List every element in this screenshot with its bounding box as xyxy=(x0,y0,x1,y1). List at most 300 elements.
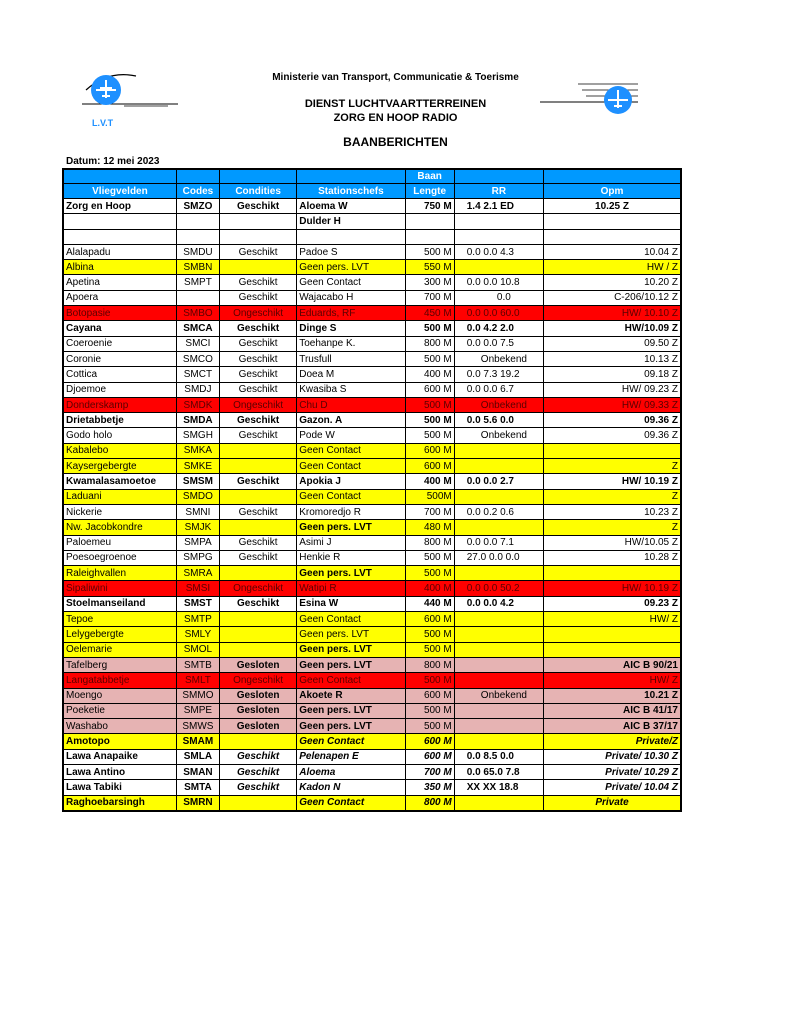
station-chief: Chu D xyxy=(297,397,405,412)
rainfall: 0.0 0.0 6.7 xyxy=(454,382,543,397)
airfield-name: Drietabbetje xyxy=(63,413,176,428)
runway-length: 550 M xyxy=(405,260,454,275)
rainfall: 0.0 5.6 0.0 xyxy=(454,413,543,428)
airfield-code: SMNI xyxy=(176,504,219,519)
remarks: HW/ 10.19 Z xyxy=(544,474,681,489)
airfield-name: Cottica xyxy=(63,367,176,382)
rainfall: 0.0 0.0 7.1 xyxy=(454,535,543,550)
condition: Geschikt xyxy=(219,321,296,336)
rainfall: 1.4 2.1 ED xyxy=(454,199,543,214)
rainfall: Onbekend xyxy=(454,428,543,443)
airfield-name: Raleighvallen xyxy=(63,566,176,581)
station-chief: Asimi J xyxy=(297,535,405,550)
rainfall: 0.0 0.0 4.3 xyxy=(454,244,543,259)
rainfall xyxy=(454,214,543,229)
runway-length: 800 M xyxy=(405,795,454,811)
table-row xyxy=(63,535,681,550)
rainfall: 27.0 0.0 0.0 xyxy=(454,550,543,565)
airfield-code: SMTP xyxy=(176,612,219,627)
condition: Geschikt xyxy=(219,764,296,779)
airfield-name xyxy=(63,214,176,229)
airfield-code: SMCO xyxy=(176,351,219,366)
station-chief: Aloema xyxy=(297,764,405,779)
rainfall xyxy=(454,443,543,458)
airfield-name: Apetina xyxy=(63,275,176,290)
airfield-name: Raghoebarsingh xyxy=(63,795,176,811)
header-lengte: Lengte xyxy=(405,184,454,199)
runway-length: 500 M xyxy=(405,566,454,581)
station-chief: Geen pers. LVT xyxy=(297,642,405,657)
airfield-code: SMLT xyxy=(176,673,219,688)
runway-length: 450 M xyxy=(405,306,454,321)
header-codes: Codes xyxy=(176,184,219,199)
station-chief: Geen pers. LVT xyxy=(297,520,405,535)
table-row xyxy=(63,367,681,382)
rainfall xyxy=(454,520,543,535)
condition xyxy=(219,489,296,504)
airfield-code: SMZO xyxy=(176,199,219,214)
remarks xyxy=(544,443,681,458)
remarks: HW / Z xyxy=(544,260,681,275)
table-row xyxy=(63,596,681,611)
station-chief: Henkie R xyxy=(297,550,405,565)
airfield-code: SMPT xyxy=(176,275,219,290)
airfield-name: Kaysergebergte xyxy=(63,459,176,474)
table-row xyxy=(63,382,681,397)
airfield-name: Cayana xyxy=(63,321,176,336)
station-chief: Geen pers. LVT xyxy=(297,703,405,718)
rainfall: 0.0 0.0 50.2 xyxy=(454,581,543,596)
airfield-code: SMST xyxy=(176,596,219,611)
airfield-code: SMJK xyxy=(176,520,219,535)
runway-length: 800 M xyxy=(405,336,454,351)
station-chief: Geen Contact xyxy=(297,459,405,474)
condition xyxy=(219,627,296,642)
rainfall: 0.0 65.0 7.8 xyxy=(454,764,543,779)
airfield-name: Sipaliwini xyxy=(63,581,176,596)
table-row xyxy=(63,244,681,259)
airfield-code: SMSI xyxy=(176,581,219,596)
rainfall xyxy=(454,229,543,244)
airfield-name: Moengo xyxy=(63,688,176,703)
rainfall xyxy=(454,673,543,688)
table-row xyxy=(63,764,681,779)
remarks: HW/ 09.33 Z xyxy=(544,397,681,412)
airfield-code: SMKA xyxy=(176,443,219,458)
station-chief: Trusfull xyxy=(297,351,405,366)
airfield-code: SMDO xyxy=(176,489,219,504)
rainfall: 0.0 xyxy=(454,290,543,305)
rainfall: 0.0 8.5 0.0 xyxy=(454,749,543,764)
condition: Gesloten xyxy=(219,703,296,718)
runway-length: 700 M xyxy=(405,764,454,779)
report-date: Datum: 12 mei 2023 xyxy=(66,156,160,167)
airfield-name: Tepoe xyxy=(63,612,176,627)
rainfall xyxy=(454,566,543,581)
condition xyxy=(219,520,296,535)
condition xyxy=(219,443,296,458)
runway-report-table xyxy=(62,168,682,812)
runway-length: 600 M xyxy=(405,443,454,458)
condition: Ongeschikt xyxy=(219,306,296,321)
remarks: HW/ Z xyxy=(544,673,681,688)
runway-length: 700 M xyxy=(405,504,454,519)
table-row xyxy=(63,290,681,305)
airfield-code: SMCI xyxy=(176,336,219,351)
condition: Geschikt xyxy=(219,244,296,259)
rainfall: 0.0 4.2 2.0 xyxy=(454,321,543,336)
remarks: AIC B 90/21 xyxy=(544,657,681,672)
table-row xyxy=(63,459,681,474)
remarks: Z xyxy=(544,489,681,504)
airfield-code: SMAN xyxy=(176,764,219,779)
condition: Geschikt xyxy=(219,596,296,611)
table-row xyxy=(63,795,681,811)
rainfall xyxy=(454,657,543,672)
station-chief: Wajacabo H xyxy=(297,290,405,305)
condition xyxy=(219,642,296,657)
remarks: Private/ 10.04 Z xyxy=(544,780,681,795)
header-vliegvelden: Vliegvelden xyxy=(63,184,176,199)
airfield-code: SMDU xyxy=(176,244,219,259)
remarks: HW/ 10.10 Z xyxy=(544,306,681,321)
airfield-code: SMTB xyxy=(176,657,219,672)
runway-length: 480 M xyxy=(405,520,454,535)
condition: Geschikt xyxy=(219,290,296,305)
station-chief: Gazon. A xyxy=(297,413,405,428)
remarks: HW/ Z xyxy=(544,612,681,627)
table-row xyxy=(63,443,681,458)
runway-length: 500 M xyxy=(405,673,454,688)
condition xyxy=(219,795,296,811)
remarks: 09.36 Z xyxy=(544,428,681,443)
table-row xyxy=(63,566,681,581)
runway-length: 500 M xyxy=(405,642,454,657)
station-chief: Geen pers. LVT xyxy=(297,627,405,642)
table-row xyxy=(63,428,681,443)
runway-length: 600 M xyxy=(405,459,454,474)
rainfall xyxy=(454,260,543,275)
remarks: 10.20 Z xyxy=(544,275,681,290)
table-row xyxy=(63,474,681,489)
remarks: Private/ 10.30 Z xyxy=(544,749,681,764)
station-chief: Geen pers. LVT xyxy=(297,566,405,581)
airfield-name: Coeroenie xyxy=(63,336,176,351)
station-chief: Aloema W xyxy=(297,199,405,214)
airfield-name: Kwamalasamoetoe xyxy=(63,474,176,489)
runway-length: 500 M xyxy=(405,351,454,366)
runway-length: 500 M xyxy=(405,719,454,734)
table-row xyxy=(63,673,681,688)
runway-length: 600 M xyxy=(405,734,454,749)
airfield-name: Botopasie xyxy=(63,306,176,321)
airfield-name: Zorg en Hoop xyxy=(63,199,176,214)
rainfall: 0.0 0.0 60.0 xyxy=(454,306,543,321)
runway-length: 600 M xyxy=(405,688,454,703)
header-opm: Opm xyxy=(544,184,681,199)
airfield-code: SMBO xyxy=(176,306,219,321)
runway-length: 350 M xyxy=(405,780,454,795)
airfield-code: SMDJ xyxy=(176,382,219,397)
station-chief: Doea M xyxy=(297,367,405,382)
table-row xyxy=(63,749,681,764)
airfield-code xyxy=(176,214,219,229)
department-line-2: ZORG EN HOOP RADIO xyxy=(333,112,458,124)
remarks xyxy=(544,214,681,229)
station-chief: Geen Contact xyxy=(297,489,405,504)
logo-text: L.V.T xyxy=(92,118,114,128)
ministry-name: Ministerie van Transport, Communicatie & Toerisme xyxy=(272,72,519,83)
table-row xyxy=(63,504,681,519)
table-row xyxy=(63,397,681,412)
station-chief: Geen Contact xyxy=(297,734,405,749)
rainfall xyxy=(454,627,543,642)
condition: Geschikt xyxy=(219,780,296,795)
airfield-code: SMDK xyxy=(176,397,219,412)
airfield-name: Nw. Jacobkondre xyxy=(63,520,176,535)
table-row xyxy=(63,780,681,795)
table-row xyxy=(63,520,681,535)
airfield-name: Tafelberg xyxy=(63,657,176,672)
airfield-name: Kabalebo xyxy=(63,443,176,458)
airfield-name: Lawa Antino xyxy=(63,764,176,779)
station-chief: Akoete R xyxy=(297,688,405,703)
airfield-name: Laduani xyxy=(63,489,176,504)
remarks: 10.28 Z xyxy=(544,550,681,565)
runway-length: 500 M xyxy=(405,428,454,443)
remarks xyxy=(544,627,681,642)
remarks: 09.50 Z xyxy=(544,336,681,351)
airfield-name xyxy=(63,229,176,244)
station-chief: Geen Contact xyxy=(297,612,405,627)
condition: Geschikt xyxy=(219,535,296,550)
remarks: 09.36 Z xyxy=(544,413,681,428)
header-stationschefs: Stationschefs xyxy=(297,184,405,199)
airfield-name: Poesoegroenoe xyxy=(63,550,176,565)
header-blank xyxy=(63,169,176,184)
airfield-code: SMLY xyxy=(176,627,219,642)
runway-length: 500 M xyxy=(405,413,454,428)
table-row xyxy=(63,612,681,627)
table-row xyxy=(63,581,681,596)
station-chief: Geen pers. LVT xyxy=(297,260,405,275)
remarks: Private/ 10.29 Z xyxy=(544,764,681,779)
station-chief: Geen Contact xyxy=(297,795,405,811)
station-chief: Geen pers. LVT xyxy=(297,657,405,672)
rainfall: Onbekend xyxy=(454,688,543,703)
airfield-code: SMCT xyxy=(176,367,219,382)
station-chief: Geen pers. LVT xyxy=(297,719,405,734)
header-baan: Baan xyxy=(405,169,454,184)
airfield-name: Lawa Anapaike xyxy=(63,749,176,764)
remarks: AIC B 37/17 xyxy=(544,719,681,734)
table-row xyxy=(63,550,681,565)
condition: Geschikt xyxy=(219,749,296,764)
rainfall: 0.0 0.0 4.2 xyxy=(454,596,543,611)
condition: Geschikt xyxy=(219,382,296,397)
remarks: 10.04 Z xyxy=(544,244,681,259)
airfield-name: Lelygebergte xyxy=(63,627,176,642)
airfield-name: Lawa Tabiki xyxy=(63,780,176,795)
table-row xyxy=(63,627,681,642)
remarks: C-206/10.12 Z xyxy=(544,290,681,305)
airfield-name: Alalapadu xyxy=(63,244,176,259)
airfield-name: Coronie xyxy=(63,351,176,366)
station-chief: Dulder H xyxy=(297,214,405,229)
airfield-code xyxy=(176,229,219,244)
condition xyxy=(219,214,296,229)
remarks: Private xyxy=(544,795,681,811)
condition xyxy=(219,612,296,627)
remarks: 10.25 Z xyxy=(544,199,681,214)
condition: Geschikt xyxy=(219,367,296,382)
station-chief: Pelenapen E xyxy=(297,749,405,764)
remarks: 10.13 Z xyxy=(544,351,681,366)
runway-length: 440 M xyxy=(405,596,454,611)
condition xyxy=(219,734,296,749)
condition xyxy=(219,459,296,474)
station-chief: Geen Contact xyxy=(297,275,405,290)
runway-length: 400 M xyxy=(405,581,454,596)
airfield-name: Albina xyxy=(63,260,176,275)
airfield-code: SMLA xyxy=(176,749,219,764)
remarks: HW/ 09.23 Z xyxy=(544,382,681,397)
airfield-name: Stoelmanseiland xyxy=(63,596,176,611)
rainfall xyxy=(454,703,543,718)
condition: Gesloten xyxy=(219,688,296,703)
rainfall xyxy=(454,719,543,734)
condition xyxy=(219,566,296,581)
runway-length: 800 M xyxy=(405,657,454,672)
runway-length: 500 M xyxy=(405,550,454,565)
airfield-code: SMBN xyxy=(176,260,219,275)
airfield-code: SMKE xyxy=(176,459,219,474)
airfield-code: SMPG xyxy=(176,550,219,565)
condition xyxy=(219,229,296,244)
runway-length: 400 M xyxy=(405,367,454,382)
rainfall: 0.0 0.0 7.5 xyxy=(454,336,543,351)
runway-length: 500 M xyxy=(405,244,454,259)
table-row xyxy=(63,734,681,749)
runway-length: 800 M xyxy=(405,535,454,550)
rainfall xyxy=(454,489,543,504)
runway-length: 500 M xyxy=(405,703,454,718)
airfield-code: SMMO xyxy=(176,688,219,703)
station-chief xyxy=(297,229,405,244)
airfield-name: Paloemeu xyxy=(63,535,176,550)
remarks xyxy=(544,566,681,581)
condition: Ongeschikt xyxy=(219,581,296,596)
condition: Geschikt xyxy=(219,428,296,443)
airfield-code: SMGH xyxy=(176,428,219,443)
runway-length: 500 M xyxy=(405,397,454,412)
airfield-name: Washabo xyxy=(63,719,176,734)
station-chief: Apokia J xyxy=(297,474,405,489)
station-chief: Geen Contact xyxy=(297,673,405,688)
condition: Geschikt xyxy=(219,413,296,428)
station-chief: Pode W xyxy=(297,428,405,443)
station-chief: Kadon N xyxy=(297,780,405,795)
remarks: 10.21 Z xyxy=(544,688,681,703)
airfield-name: Poeketie xyxy=(63,703,176,718)
station-chief: Esina W xyxy=(297,596,405,611)
airfield-code: SMDA xyxy=(176,413,219,428)
remarks xyxy=(544,642,681,657)
table-row xyxy=(63,306,681,321)
station-chief: Geen Contact xyxy=(297,443,405,458)
runway-length xyxy=(405,214,454,229)
condition: Ongeschikt xyxy=(219,397,296,412)
table-row xyxy=(63,321,681,336)
table-body xyxy=(63,199,681,811)
remarks: AIC B 41/17 xyxy=(544,703,681,718)
station-chief: Watipi R xyxy=(297,581,405,596)
station-chief: Dinge S xyxy=(297,321,405,336)
rainfall xyxy=(454,612,543,627)
station-chief: Toehanpe K. xyxy=(297,336,405,351)
remarks: HW/ 10.19 Z xyxy=(544,581,681,596)
condition: Geschikt xyxy=(219,199,296,214)
airfield-name: Langatabbetje xyxy=(63,673,176,688)
runway-length: 500M xyxy=(405,489,454,504)
table-row xyxy=(63,413,681,428)
runway-length: 600 M xyxy=(405,382,454,397)
table-row xyxy=(63,229,681,244)
station-chief: Kromoredjo R xyxy=(297,504,405,519)
remarks: 09.23 Z xyxy=(544,596,681,611)
remarks: HW/10.05 Z xyxy=(544,535,681,550)
runway-length xyxy=(405,229,454,244)
runway-length: 700 M xyxy=(405,290,454,305)
condition xyxy=(219,260,296,275)
rainfall xyxy=(454,734,543,749)
table-row xyxy=(63,489,681,504)
table-row xyxy=(63,642,681,657)
runway-length: 750 M xyxy=(405,199,454,214)
remarks: Z xyxy=(544,459,681,474)
rainfall: 0.0 7.3 19.2 xyxy=(454,367,543,382)
airfield-name: Djoemoe xyxy=(63,382,176,397)
table-row xyxy=(63,336,681,351)
airfield-code: SMPE xyxy=(176,703,219,718)
table-row xyxy=(63,688,681,703)
rainfall: Onbekend xyxy=(454,397,543,412)
airfield-code: SMRN xyxy=(176,795,219,811)
rainfall: 0.0 0.0 10.8 xyxy=(454,275,543,290)
rainfall xyxy=(454,459,543,474)
table-row xyxy=(63,703,681,718)
airfield-code: SMOL xyxy=(176,642,219,657)
rainfall xyxy=(454,795,543,811)
table-row xyxy=(63,199,681,214)
table-row xyxy=(63,260,681,275)
airfield-name: Donderskamp xyxy=(63,397,176,412)
table-row xyxy=(63,351,681,366)
condition: Geschikt xyxy=(219,474,296,489)
airfield-code: SMAM xyxy=(176,734,219,749)
runway-length: 500 M xyxy=(405,321,454,336)
table-row xyxy=(63,719,681,734)
remarks: 10.23 Z xyxy=(544,504,681,519)
runway-length: 600 M xyxy=(405,749,454,764)
rainfall: XX XX 18.8 xyxy=(454,780,543,795)
table-row xyxy=(63,214,681,229)
rainfall: 0.0 0.2 0.6 xyxy=(454,504,543,519)
condition: Geschikt xyxy=(219,275,296,290)
document-title: BAANBERICHTEN xyxy=(343,135,448,149)
remarks: Private/Z xyxy=(544,734,681,749)
airfield-name: Amotopo xyxy=(63,734,176,749)
